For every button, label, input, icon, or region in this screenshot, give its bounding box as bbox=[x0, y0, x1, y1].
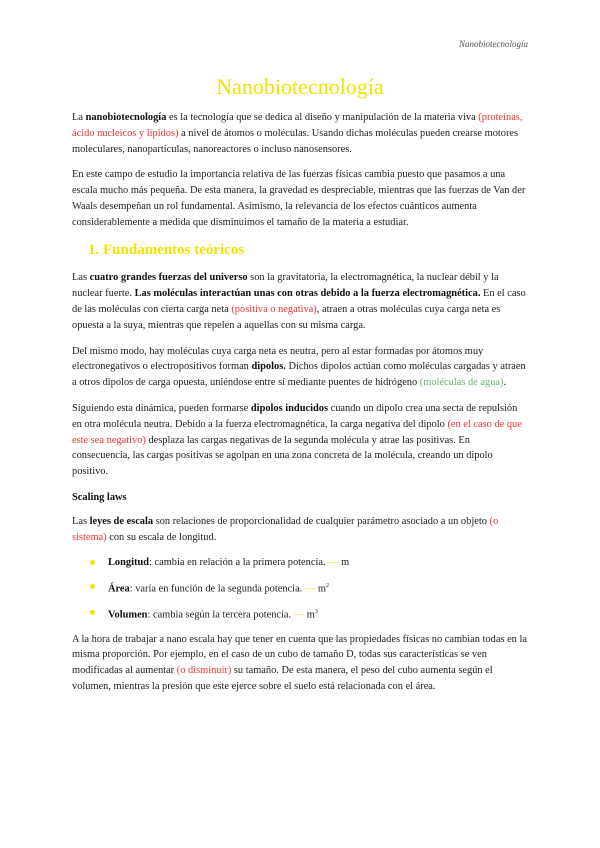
scaling-paragraph: Las leyes de escala son relaciones de proporcionalidad de cualquier parámetro asociado a un objeto (o sistema) con su escala de longitud. bbox=[72, 515, 499, 543]
page-title: Nanobiotecnología bbox=[216, 74, 384, 99]
forces-paragraph: Las cuatro grandes fuerzas del universo son la gravitatoria, la electromagnética, la nuclear débil y la nuclear fuerte. Las moléculas interactúan unas con otras debido a la fuerza electromagnética. En el caso de las moléculas con cierta carga neta (positiva o negativa), atraen a otras moléculas cuya carga neta es opuesta a la suya, mientras que repelen a aquellas con su misma carga. bbox=[72, 272, 526, 331]
subsection-heading: Scaling laws bbox=[72, 491, 127, 503]
section-heading: 1. Fundamentos teóricos bbox=[88, 241, 245, 258]
list-item: Longitud: cambia en relación a la primera potencia. — m bbox=[90, 555, 528, 571]
intro-paragraph-1: La nanobiotecnología es la tecnología que se dedica al diseño y manipulación de la materia viva (proteínas, ácido nucleicos y lípidos) a nivel de átomos o moléculas. Usando dichas moléculas pueden crearse motores moleculares, nanoparticulas, nanoreactores o incluso nanosensores. bbox=[72, 112, 523, 155]
document-body bbox=[72, 110, 528, 705]
list-item: Área: varía en función de la segunda potencia. — $m^2$ bbox=[90, 579, 528, 597]
list-item: Volumen: cambia según la tercera potencia. — $m^3$ bbox=[90, 605, 528, 623]
nanoscale-paragraph: A la hora de trabajar a nano escala hay que tener en cuenta que las propiedades físicas no cambian todas en la misma proporción. Por ejemplo, en el caso de un cubo de tamaño D, todas sus características se ven modificadas al aumentar (o disminuir) su tamaño. De esta manera, el peso del cubo aumenta según el volumen, mientras la presión que este ejerce sobre el suelo está relacionada con el área. bbox=[72, 633, 527, 693]
bullet-icon bbox=[90, 610, 95, 615]
bullet-icon bbox=[90, 560, 95, 565]
induced-dipoles-paragraph: Siguiendo esta dinámica, pueden formarse dipolos inducidos cuando un dipolo crea una secta de repulsión en otra molécula neutra. Debido a la fuerza electromagnética, la carga negativa del dipolo (en el caso de que este sea negativo) desplaza las cargas negativas de la segunda molécula y atrae las positivas. En consecuencia, las cargas positivas se agolpan en una zona concreta de la molécula, creando un dipolo positivo. bbox=[72, 402, 522, 478]
bullet-icon bbox=[90, 584, 95, 589]
scaling-list bbox=[72, 555, 528, 623]
intro-paragraph-2: En este campo de estudio la importancia relativa de las fuerzas físicas cambia puesto que pasamos a una escala mucho más pequeña. De esta manera, la gravedad es despreciable, mientras que las fuerzas de Van der Waals desempeñan un rol fundamental. Asimismo, la relevancia de los efectos cuánticos aumenta considerablemente a medida que disminuimos el tamaño de la materia a estudiar. bbox=[72, 169, 526, 228]
running-header: Nanobiotecnología bbox=[459, 39, 528, 49]
dipoles-paragraph: Del mismo modo, hay moléculas cuya carga neta es neutra, pero al estar formadas por átomos muy electronegativos o electropositivos forman dipolos. Dichos dipolos actúan como moléculas cargadas y atraen a otros dipolos de carga opuesta, uniéndose entre sí mediante puentes de hidrógeno (moléculas de agua). bbox=[72, 345, 526, 389]
